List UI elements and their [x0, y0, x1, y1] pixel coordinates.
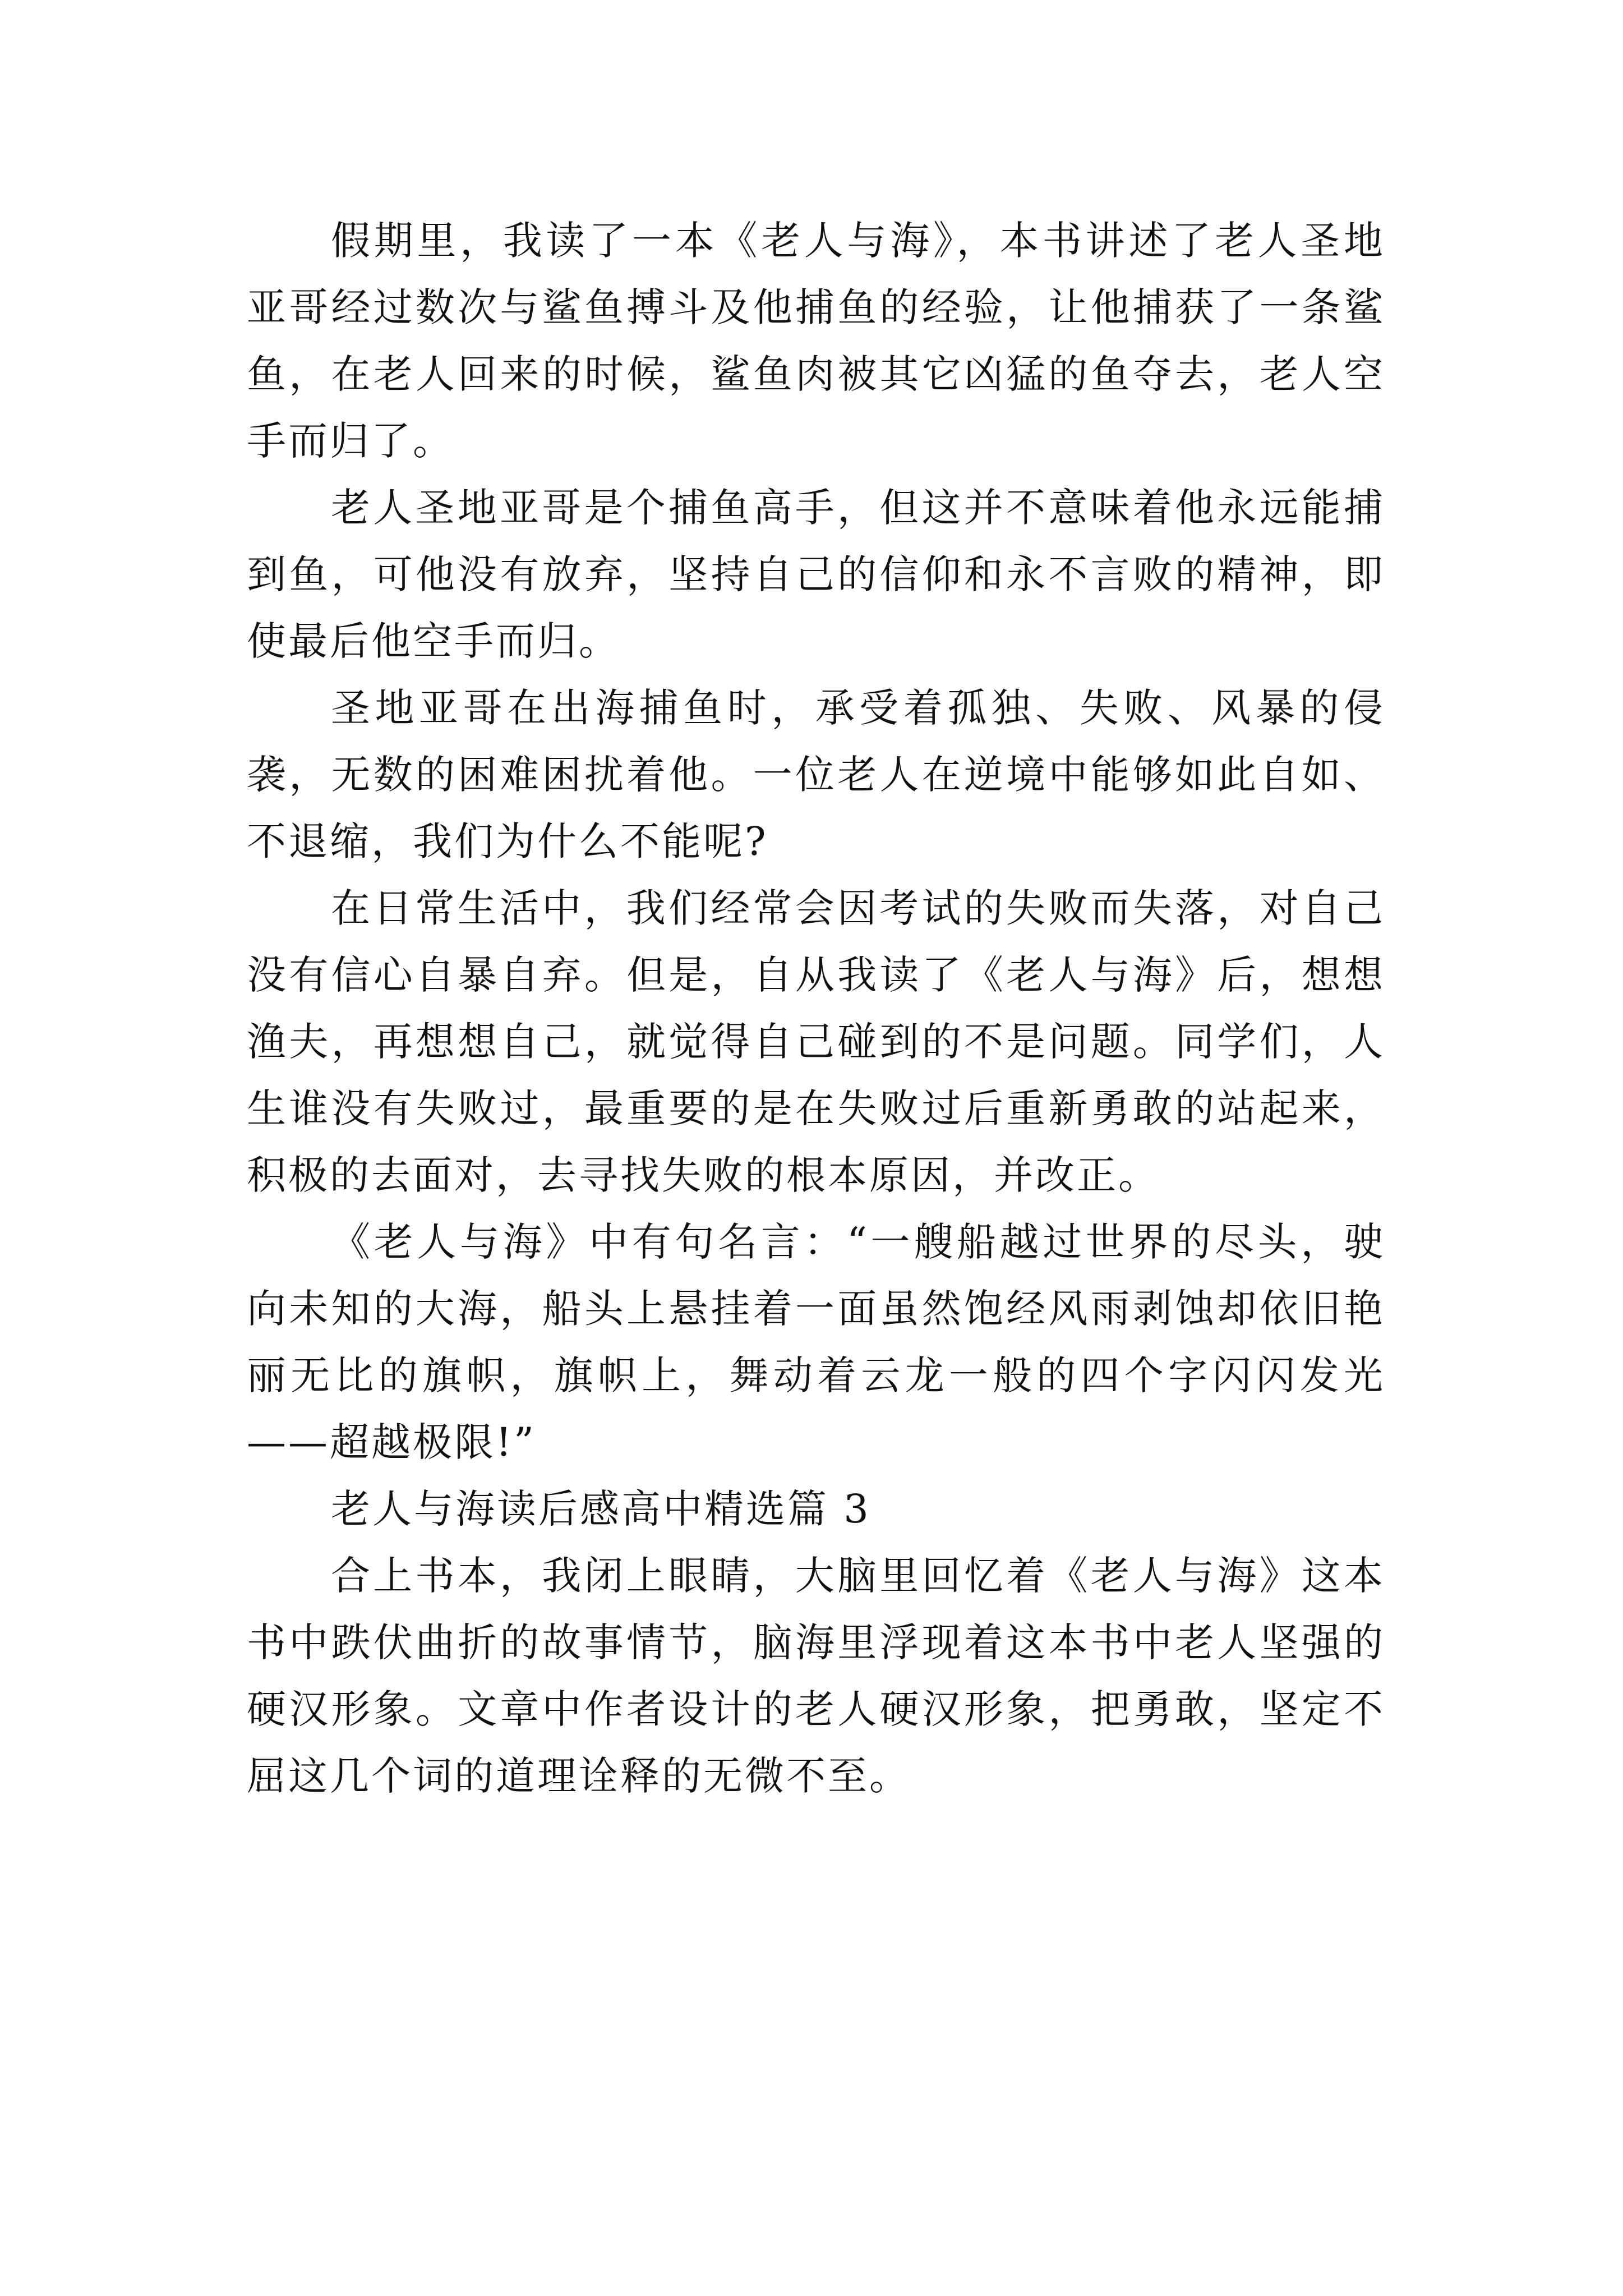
paragraph-summary: 假期里，我读了一本《老人与海》，本书讲述了老人圣地亚哥经过数次与鲨鱼搏斗及他捕鱼的经验，让他捕获了一条鲨鱼，在老人回来的时候，鲨鱼肉被其它凶猛的鱼夺去，老人空手而归了。 [247, 218, 1385, 464]
paragraph-section-3: 合上书本，我闭上眼睛，大脑里回忆着《老人与海》这本书中跌伏曲折的故事情节，脑海里浮现着这本书中老人坚强的硬汉形象。文章中作者设计的老人硬汉形象，把勇敢，坚定不屈这几个词的道理诠释的无微不至。 [247, 1553, 1385, 1799]
paragraph-perseverance: 老人圣地亚哥是个捕鱼高手，但这并不意味着他永远能捕到鱼，可他没有放弃，坚持自己的信仰和永不言败的精神，即使最后他空手而归。 [247, 485, 1385, 664]
paragraph-hardship: 圣地亚哥在出海捕鱼时，承受着孤独、失败、风暴的侵袭，无数的困难困扰着他。一位老人在逆境中能够如此自如、不退缩，我们为什么不能呢? [247, 685, 1385, 864]
section-heading: 老人与海读后感高中精选篇 3 [331, 1486, 871, 1532]
paragraph-daily-life: 在日常生活中，我们经常会因考试的失败而失落，对自己没有信心自暴自弃。但是，自从我读了《老人与海》后，想想渔夫，再想想自己，就觉得自己碰到的不是问题。同学们，人生谁没有失败过，最重要的是在失败过后重新勇敢的站起来，积极的去面对，去寻找失败的根本原因，并改正。 [247, 885, 1385, 1198]
document-body [247, 208, 1385, 1810]
paragraph-quote: 《老人与海》中有句名言：“一艘船越过世界的尽头，驶向未知的大海，船头上悬挂着一面虽然饱经风雨剥蚀却依旧艳丽无比的旗帜，旗帜上，舞动着云龙一般的四个字闪闪发光——超越极限!” [247, 1219, 1385, 1465]
